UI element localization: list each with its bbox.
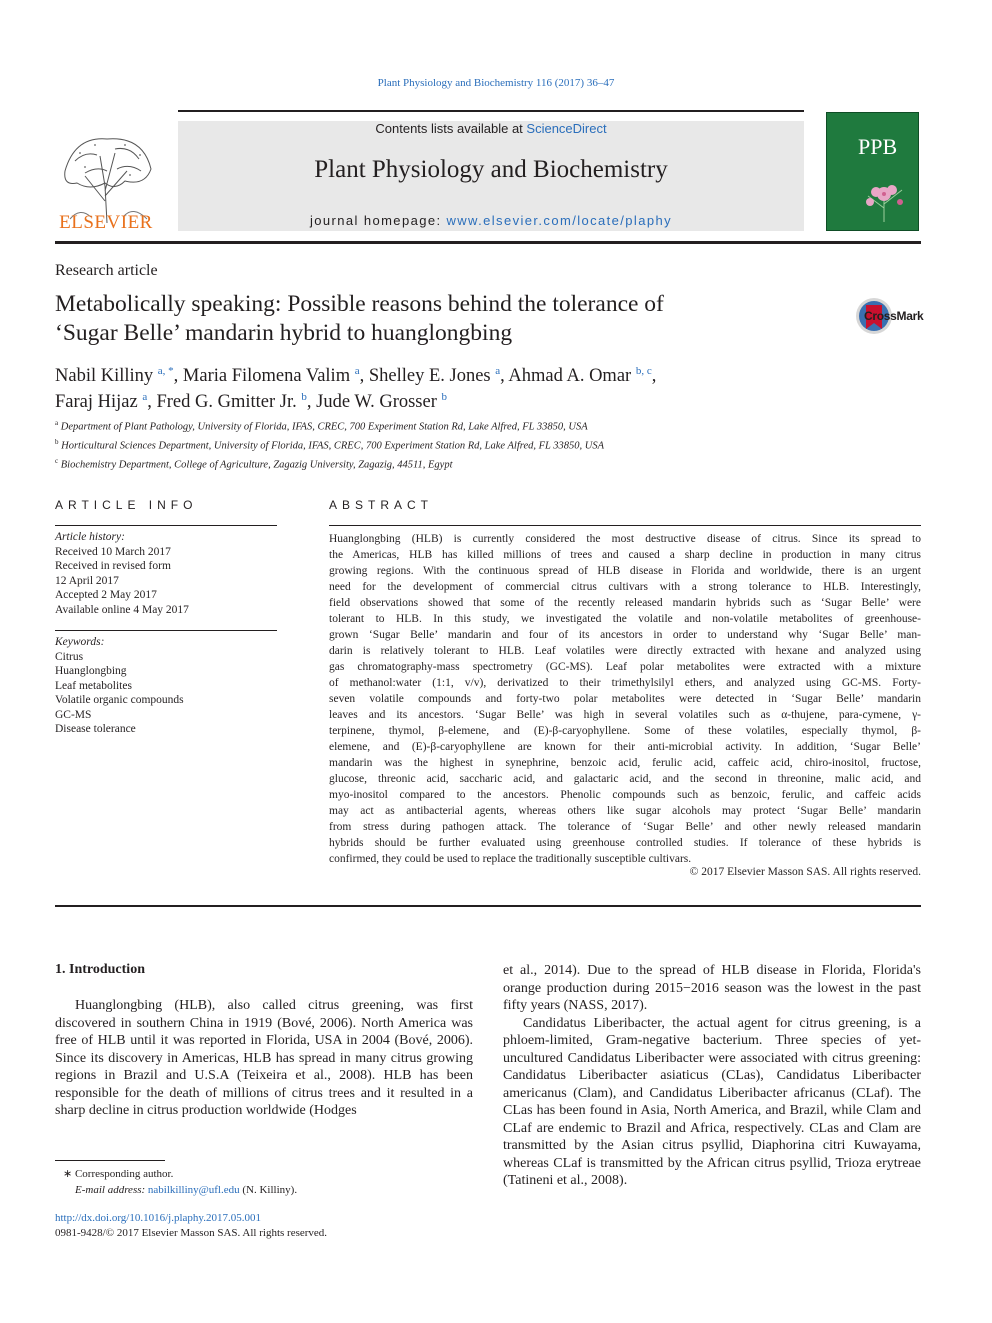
keyword-item: Huanglongbing — [55, 665, 127, 677]
corresponding-author-note: ∗ Corresponding author. — [63, 1168, 174, 1180]
history-item: 12 April 2017 — [55, 574, 119, 587]
abstract-body — [329, 531, 921, 867]
abstract-line: tolerant to HLB. In this study, we investigated the volatile and non-volatile metabolites of greenhouse- — [329, 613, 921, 625]
cover-flower-illustration — [856, 172, 912, 222]
journal-title: Plant Physiology and Biochemistry — [314, 156, 668, 183]
journal-citation[interactable]: Plant Physiology and Biochemistry 116 (2017) 36–47 — [377, 77, 615, 89]
front-matter-rule — [55, 905, 921, 907]
keyword-item: Citrus — [55, 650, 84, 663]
abstract-line: mandarin was the highest in synephrine, benzoic acid, ferulic acid, caffeic acid, chiro-inositol, fructose, — [329, 757, 921, 769]
article-history — [55, 530, 189, 617]
homepage-prefix: journal homepage: — [309, 213, 447, 228]
abstract-copyright: © 2017 Elsevier Masson SAS. All rights reserved. — [689, 866, 921, 878]
abstract-line: from stress during pathogen attack. The tolerance of ‘Sugar Belle’ and other newly released mandarin — [329, 821, 921, 833]
author-affiliation-marker[interactable]: a, * — [157, 365, 174, 377]
article-info-rule — [55, 525, 277, 526]
email-suffix: (N. Killiny). — [239, 1184, 298, 1196]
affiliation-item: $^b$ Horticultural Sciences Department, University of Florida, IFAS, CREC, 700 Experiment Station Rd, Lake Alfred, FL 33850, USA — [55, 438, 605, 452]
history-item: Accepted 2 May 2017 — [55, 589, 157, 601]
intro-paragraph-2: Candidatus Liberibacter, the actual agent for citrus greening, is a phloem-limited, Gram-negative bacterium. Three species of yet-uncultured Candidatus Liberibacter were associated with citrus greening: Candidatus Liberibacter asiaticus (CLas), Candidatus Liberibacter americanus (Clam), and Candidatus Liberibacter africanus (CLaf). The CLas has been found in Asia, North America, and Brazil, while Clam and CLaf are endemic to Brazil and Africa, respectively. CLas and Clam are transmitted by the Asian citrus psyllid, Diaphorina citri Kuwayama, whereas CLaf is transmitted by the African citrus psyllid, Trioza erytreae (Tatineni et al., 2008). — [503, 1015, 921, 1188]
abstract-line: confirmed, they could be used to replace the traditionally susceptible cultivars. — [329, 853, 692, 865]
abstract-line: seven volatile compounds and forty-two polar metabolites were detected in ‘Sugar Belle’ mandarin — [329, 693, 921, 705]
intro-paragraph-1: Huanglongbing (HLB), also called citrus greening, was first discovered in southern China in 1919 (Bové, 2006). North America was free of HLB until it was reported in Florida, USA in 2004 (Bové, 2006). Since its discovery in Americas, HLB has spread in many citrus growing regions in Brazil and U.S.A (Teixeira et al., 2008). HLB has been responsible for the death of millions of citrus trees and it resulted in a sharp decline in citrus production worldwide (Hodges — [55, 998, 473, 1118]
email-label: E-mail address: — [75, 1184, 148, 1196]
history-item: Available online 4 May 2017 — [55, 603, 189, 616]
abstract-line: darin is relatively tolerant to HLB. Leaf volatiles were directly extracted with hexane and analyzed using — [329, 645, 921, 657]
author-name[interactable]: Nabil Killiny — [55, 366, 154, 387]
abstract-line: gas chromatography-mass spectrometry (GC-MS). Leaf polar metabolites were extracted with a mixture — [329, 661, 921, 673]
abstract-heading: ABSTRACT — [329, 498, 434, 512]
keywords — [55, 635, 184, 737]
abstract-line: hybrids should be further evaluated using greenhouse controlled studies. If tolerance of these hybrids is — [329, 837, 921, 849]
keyword-item: Volatile organic compounds — [55, 694, 184, 706]
abstract-line: may act as antibacterial agents, whereas others like sugar alcohols may protect ‘Sugar Belle’ mandarin — [329, 805, 921, 817]
author-name[interactable]: Shelley E. Jones — [368, 366, 491, 387]
keyword-item: GC-MS — [55, 708, 92, 721]
abstract-line: leaves and its ancestors. ‘Sugar Belle’ was high in several volatiles such as α-thujene, para-cymene, γ- — [329, 709, 921, 721]
history-label: Article history: — [55, 531, 125, 543]
article-type: Research article — [55, 262, 158, 279]
keyword-item: Leaf metabolites — [55, 679, 132, 692]
author-list: Nabil Killiny $^{a, *}$, Maria Filomena Valim $^a$, Shelley E. Jones $^a$, Ahmad A. Omar $^{b, c}$, Faraj Hijaz $^a$, Fred G. Gmitter Jr. $^b$, Jude W. Grosser $^b$ — [55, 365, 657, 413]
footnote-rule — [55, 1160, 165, 1161]
sciencedirect-link[interactable]: ScienceDirect — [526, 121, 607, 136]
author-affiliation-marker[interactable]: b, c — [635, 365, 652, 377]
abstract-line: glucose, threonic acid, saccharic acid, and galactaric acid, and the second in threonine, malic acid, and — [329, 773, 921, 785]
affiliation-item: $^a$ Department of Plant Pathology, University of Florida, IFAS, CREC, 700 Experiment Station Rd, Lake Alfred, FL 33850, USA — [55, 419, 588, 433]
affiliation-item: $^c$ Biochemistry Department, College of Agriculture, Zagazig University, Zagazig, 44511, Egypt — [55, 457, 453, 471]
author-affiliation-marker[interactable]: b — [441, 391, 448, 404]
contents-prefix: Contents lists available at — [375, 121, 527, 136]
abstract-line: Huanglongbing (HLB) is currently considered the most destructive disease of citrus. Since its spread to — [329, 533, 921, 545]
intro-paragraph-1-continued: et al., 2014). Due to the spread of HLB disease in Florida, Florida's orange production during 2015−2016 season was the lowest in the past fifty years (NASS, 2017). — [503, 963, 921, 1013]
abstract-line: grown ‘Sugar Belle’ mandarin and four of its ancestors in order to understand why ‘Sugar Belle’ man- — [329, 629, 921, 641]
history-item: Received in revised form — [55, 560, 171, 572]
crossmark-label[interactable]: CrossMark — [864, 309, 924, 323]
publisher-wordmark: ELSEVIER — [59, 212, 153, 233]
doi-link[interactable]: http://dx.doi.org/10.1016/j.plaphy.2017.05.001 — [55, 1212, 261, 1224]
abstract-line: growing regions. With the continuous spread of HLB disease in Florida and worldwide, there is an urgent — [329, 565, 921, 577]
cover-title: PPB — [858, 134, 898, 159]
abstract-line: terpinene, thymol, β-elemene, and (E)-β-caryophyllene. Some of these volatiles, especially thymol, β- — [329, 725, 921, 737]
author-name[interactable]: Maria Filomena Valim — [182, 366, 351, 387]
journal-homepage — [178, 213, 804, 228]
keyword-item: Disease tolerance — [55, 723, 136, 735]
author-name[interactable]: Jude W. Grosser — [316, 392, 437, 413]
author-name[interactable]: Fred G. Gmitter Jr. — [156, 392, 297, 413]
keywords-rule — [55, 630, 277, 631]
history-item: Received 10 March 2017 — [55, 545, 171, 558]
issn-copyright: 0981-9428/© 2017 Elsevier Masson SAS. All rights reserved. — [55, 1227, 328, 1239]
abstract-line: field observations showed that some of the recently released mandarin hybrids such as ‘Sugar Belle’ were — [329, 597, 921, 609]
title-line-2: ‘Sugar Belle’ mandarin hybrid to huanglongbing — [55, 320, 513, 346]
abstract-line: elemene, and (E)-β-caryophyllene are known for their anti-microbial activity. In addition, ‘Sugar Belle’ — [329, 741, 921, 753]
body-column-right — [503, 962, 921, 1190]
title-line-1: Metabolically speaking: Possible reasons behind the tolerance of — [55, 291, 664, 317]
article-info-heading: ARTICLE INFO — [55, 498, 198, 512]
email-link[interactable]: nabilkilliny@ufl.edu — [147, 1184, 240, 1196]
homepage-link[interactable]: www.elsevier.com/locate/plaphy — [446, 213, 673, 228]
author-affiliation-marker[interactable]: a — [495, 365, 501, 377]
author-name[interactable]: Ahmad A. Omar — [508, 366, 632, 387]
affiliations — [55, 416, 604, 473]
author-name[interactable]: Faraj Hijaz — [55, 392, 138, 413]
header-bottom-rule — [55, 241, 921, 244]
article-title — [55, 290, 815, 348]
body-column-left — [55, 997, 473, 1120]
abstract-line: need for the development of commercial citrus cultivars with a strong tolerance to HLB. Interestingly, — [329, 581, 921, 593]
abstract-line: the Americas, HLB has killed millions of trees and caused a sharp decline in production in many citrus — [329, 549, 921, 561]
contents-availability — [178, 121, 804, 136]
corresponding-author-footnote — [55, 1166, 297, 1198]
abstract-line: of methanol:water (1:1, v/v), derivatized to their trimethylsilyl ethers, and analyzed using GC-MS. Forty- — [329, 677, 921, 689]
header-top-rule — [178, 110, 804, 112]
author-affiliation-marker[interactable]: b — [301, 391, 307, 404]
abstract-line: myo-inositol compared to the ancestors. Phenolic compounds such as benzoic, ferulic, and caffeic acids — [329, 789, 921, 801]
introduction-heading: 1. Introduction — [55, 962, 145, 977]
abstract-rule — [329, 525, 921, 526]
author-affiliation-marker[interactable]: a — [354, 365, 360, 377]
keywords-label: Keywords: — [55, 636, 105, 648]
author-affiliation-marker[interactable]: a — [142, 391, 148, 404]
